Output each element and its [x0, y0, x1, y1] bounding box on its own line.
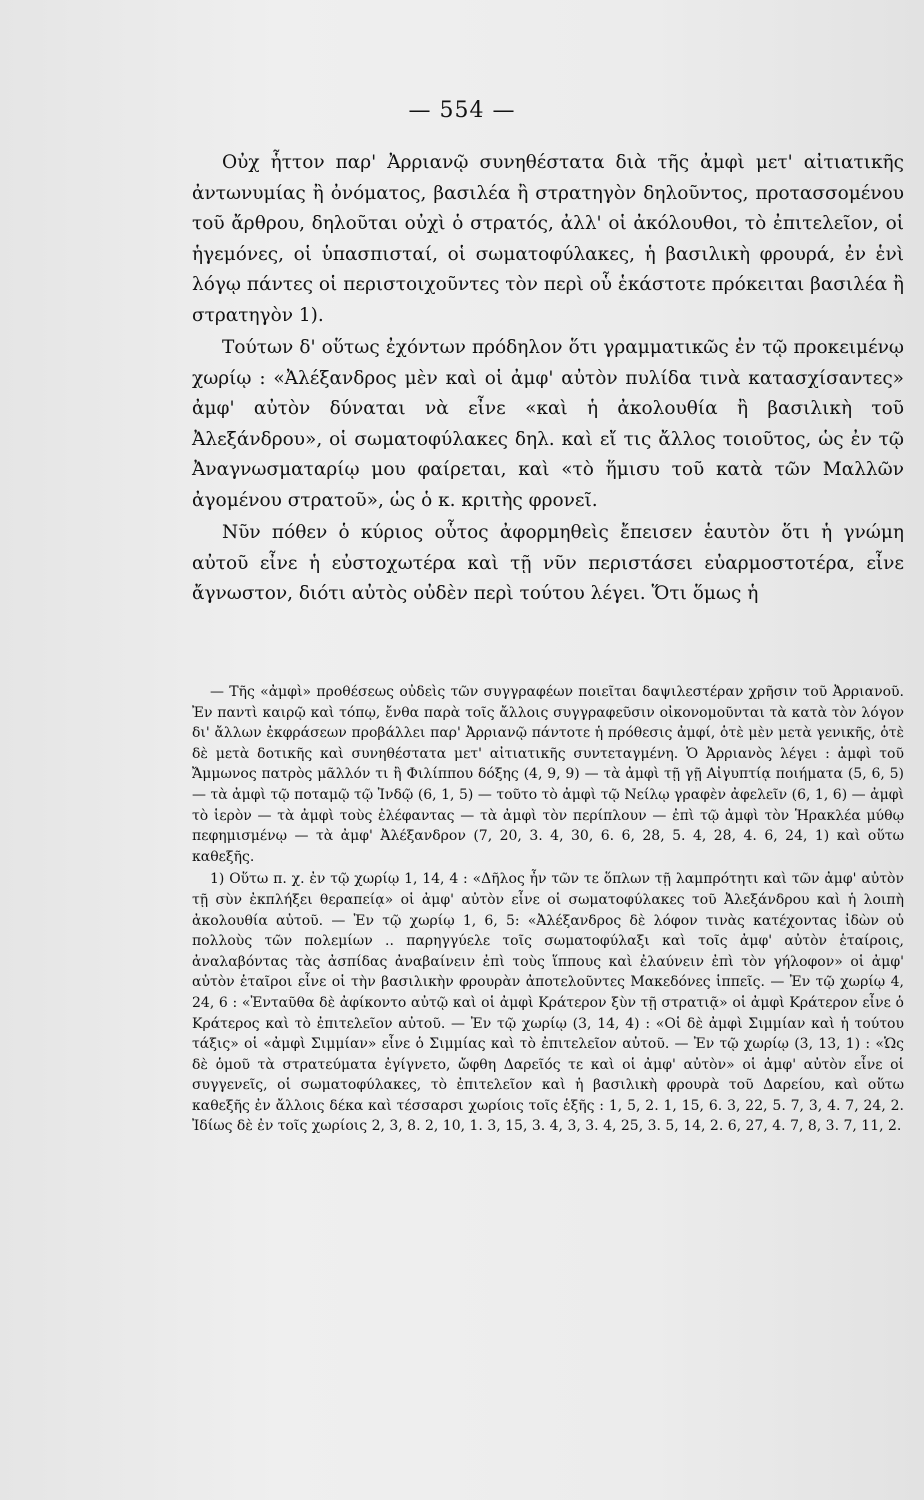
footnote-intro: — Τῆς «ἀμφὶ» προθέσεως οὐδεὶς τῶν συγγραφέων ποιεῖται δαψιλεστέραν χρῆσιν τοῦ Ἀρριανοῦ. Ἐν παντὶ καιρῷ καὶ τόπῳ, ἔνθα παρὰ τοῖς ἄλλοις συγγραφεῦσιν οἰκονομοῦνται τὰ κατὰ τὸν λόγον δι' ἄλλων ἐκφράσεων προβάλλει παρ' Ἀρριανῷ πάντοτε ἡ πρόθεσις ἀμφί, ὁτὲ μὲν μετὰ γενικῆς, ὁτὲ δὲ μετὰ δοτικῆς καὶ συνηθέστατα μετ' αἰτιατικῆς συντεταγμένη. Ὁ Ἀρριανὸς λέγει : ἀμφὶ τοῦ Ἄμμωνος πατρὸς μᾶλλόν τι ἢ Φιλίππου δόξης (4, 9, 9) — τὰ ἀμφὶ τῇ γῇ Αἰγυπτίᾳ ποιήματα (5, 6, 5) — τὰ ἀμφὶ τῷ ποταμῷ τῷ Ἰνδῷ (6, 1, 5) — τοῦτο τὸ ἀμφὶ τῷ Νείλῳ γραφὲν ἀφελεῖν (6, 1, 6) — ἀμφὶ τὸ ἱερὸν — τὰ ἀμφὶ τοὺς ἐλέφαντας — τὰ ἀμφὶ τὸν περίπλουν — ἐπὶ τῷ ἀμφὶ τὸν Ἡρακλέα μύθῳ πεφημισμένῳ — τὰ ἀμφ' Ἀλέξανδρον (7, 20, 3. 4, 30, 6. 6, 28, 5. 4, 28, 4. 6, 24, 1) καὶ οὕτω καθεξῆς.	[192, 684, 904, 865]
footnotes	[192, 682, 904, 1362]
page-number: — 554 —	[408, 98, 516, 123]
main-text	[192, 148, 904, 668]
body-paragraph-2: Τούτων δ' οὕτως ἐχόντων πρόδηλον ὅτι γραμματικῶς ἐν τῷ προκειμένῳ χωρίῳ : «Ἀλέξανδρος μὲν καὶ οἱ ἀμφ' αὐτὸν πυλίδα τινὰ κατασχίσαντες» ἀμφ' αὐτὸν δύναται νὰ εἶνε «καὶ ἡ ἀκολουθία ἢ βασιλικὴ τοῦ Ἀλεξάνδρου», οἱ σωματοφύλακες δηλ. καὶ εἴ τις ἄλλος τοιοῦτος, ὡς ἐν τῷ Ἀναγνωσματαρίῳ μου φαίρεται, καὶ «τὸ ἥμισυ τοῦ κατὰ τῶν Μαλλῶν ἀγομένου στρατοῦ», ὡς ὁ κ. κριτὴς φρονεῖ.	[192, 337, 904, 511]
body-paragraph-3: Νῦν πόθεν ὁ κύριος οὗτος ἀφορμηθεὶς ἔπεισεν ἑαυτὸν ὅτι ἡ γνώμη αὐτοῦ εἶνε ἡ εὐστοχωτέρα καὶ τῇ νῦν περιστάσει εὐαρμοστοτέρα, εἶνε ἄγνωστον, διότι αὐτὸς οὐδὲν περὶ τούτου λέγει. Ὅτι ὅμως ἡ	[192, 522, 904, 604]
body-paragraph-1: Οὐχ ἧττον παρ' Ἀρριανῷ συνηθέστατα διὰ τῆς ἀμφὶ μετ' αἰτιατικῆς ἀντωνυμίας ἢ ὀνόματος, βασιλέα ἢ στρατηγὸν δηλοῦντος, προτασσομένου τοῦ ἄρθρου, δηλοῦται οὐχὶ ὁ στρατός, ἀλλ' οἱ ἀκόλουθοι, τὸ ἐπιτελεῖον, οἱ ἡγεμόνες, οἱ ὑπασπισταί, οἱ σωματοφύλακες, ἡ βασιλικὴ φρουρά, ἐν ἑνὶ λόγῳ πάντες οἱ περιστοιχοῦντες τὸν περὶ οὗ ἑκάστοτε πρόκειται βασιλέα ἢ στρατηγὸν 1).	[192, 152, 904, 326]
footnote-1: 1) Οὕτω π. χ. ἐν τῷ χωρίῳ 1, 14, 4 : «Δῆλος ἦν τῶν τε ὅπλων τῇ λαμπρότητι καὶ τῶν ἀμφ' αὐτὸν τῇ σὺν ἐκπλήξει θεραπείᾳ» οἱ ἀμφ' αὐτὸν εἶνε οἱ σωματοφύλακες τοῦ Ἀλεξάνδρου καὶ ἡ λοιπὴ ἀκολουθία αὐτοῦ. — Ἐν τῷ χωρίῳ 1, 6, 5: «Ἀλέξανδρος δὲ λόφον τινὰς κατέχοντας ἰδὼν οὐ πολλοὺς τῶν πολεμίων .. παρηγγύελε τοῖς σωματοφύλαξι καὶ τοῖς ἀμφ' αὐτὸν ἑταίροις, ἀναλαβόντας τὰς ἀσπίδας ἀναβαίνειν ἐπὶ τοὺς ἵππους καὶ ἐλαύνειν ἐπὶ τὸν γήλοφον» οἱ ἀμφ' αὐτὸν ἑταῖροι εἶνε οἱ τὴν βασιλικὴν φρουρὰν ἀποτελοῦντες Μακεδόνες ἱππεῖς. — Ἐν τῷ χωρίῳ 4, 24, 6 : «Ἐνταῦθα δὲ ἀφίκοντο αὐτῷ καὶ οἱ ἀμφὶ Κράτερον ξὺν τῇ στρατιᾷ» οἱ ἀμφὶ Κράτερον εἶνε ὁ Κράτερος καὶ τὸ ἐπιτελεῖον αὐτοῦ. — Ἐν τῷ χωρίῳ (3, 14, 4) : «Οἱ δὲ ἀμφὶ Σιμμίαν καὶ ἡ τούτου τάξις» οἱ «ἀμφὶ Σιμμίαν» εἶνε ὁ Σιμμίας καὶ τὸ ἐπιτελεῖον αὐτοῦ. — Ἐν τῷ χωρίῳ (3, 13, 1) : «Ὡς δὲ ὁμοῦ τὰ στρατεύματα ἐγίγνετο, ὤφθη Δαρεῖός τε καὶ οἱ ἀμφ' αὐτὸν» οἱ ἀμφ' αὐτὸν εἶνε οἱ συγγενεῖς, οἱ σωματοφύλακες, τὸ ἐπιτελεῖον καὶ ἡ βασιλικὴ φρουρὰ τοῦ Δαρείου, καὶ οὕτω καθεξῆς ἐν ἄλλοις δέκα καὶ τέσσαρσι χωρίοις τοῖς ἑξῆς : 1, 5, 2. 1, 15, 6. 3, 22, 5. 7, 3, 4. 7, 24, 2. Ἰδίως δὲ ἐν τοῖς χωρίοις 2, 3, 8. 2, 10, 1. 3, 15, 3. 4, 3, 3. 4, 25, 3. 5, 14, 2. 6, 27, 4. 7, 8, 3. 7, 11, 2.	[192, 871, 904, 1135]
